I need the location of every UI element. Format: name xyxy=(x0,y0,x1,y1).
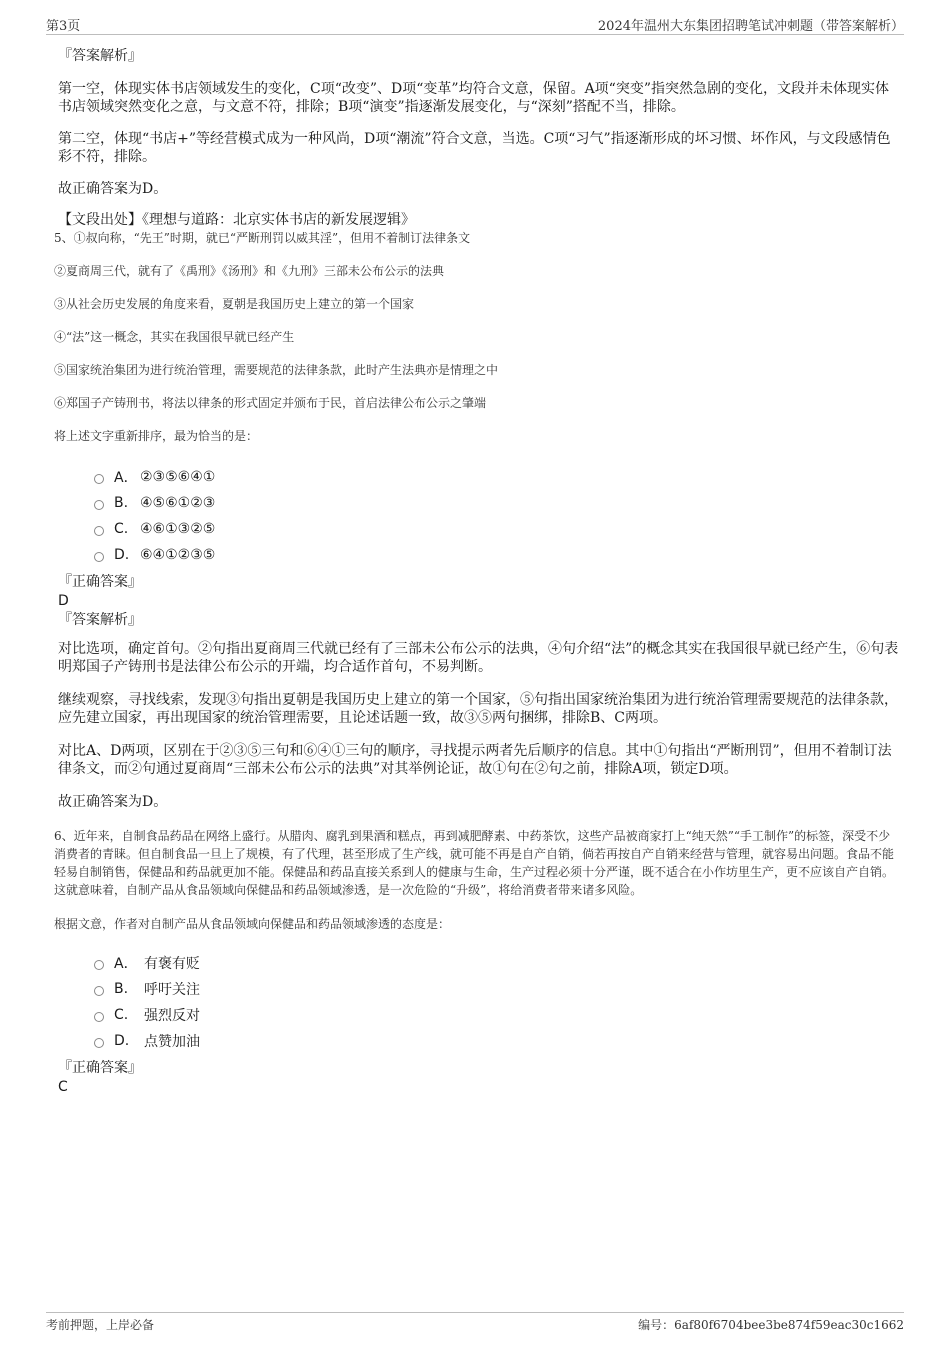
q6-option-d[interactable] xyxy=(94,1028,900,1054)
q4-conclusion: 故正确答案为D。 xyxy=(58,181,168,197)
q5-stem-line: ②夏商周三代，就有了《禹刑》《汤刑》和《九刑》三部未公布公示的法典 xyxy=(54,264,445,278)
q5-stem-line: 5、①叔向称，“先王”时期，就已“严断刑罚以威其淫”，但用不着制订法律条文 xyxy=(54,231,471,245)
q5-options xyxy=(94,464,900,568)
q6-stem: 6、近年来，自制食品药品在网络上盛行。从腊肉、腐乳到果酒和糕点，再到减肥酵素、中药茶饮，这些产品被商家打上“纯天然”“手工制作”的标签，深受不少消费者的青睐。但自制食品一旦上了规模，有了代理，甚至形成了生产线，就可能不再是自产自销，倘若再按自产自销来经营与管理，就容易出问题。食品不能轻易自制销售，保健品和药品就更加不能。保健品和药品直接关系到人的健康与生命，生产过程必须十分严谨，既不适合在小作坊里生产，更不应该自产自销。这就意味着，自制产品从食品领域向保健品和药品领域渗透，是一次危险的“升级”，将给消费者带来诸多风险。 xyxy=(54,829,895,897)
radio-button[interactable] xyxy=(94,986,104,996)
option-letter: D. xyxy=(114,547,130,563)
document-id: 编号：6af80f6704bee3be874f59eac30c1662 xyxy=(638,1318,904,1332)
option-letter: C. xyxy=(114,1007,129,1023)
option-text: ④⑥①③②⑤ xyxy=(140,521,216,537)
q4-explanation-paragraph: 第二空，体现“书店+”等经营模式成为一种风尚，D项“潮流”符合文意，当选。C项“习气”指逐渐形成的坏习惯、坏作风，与文段感情色彩不符，排除。 xyxy=(58,131,891,165)
q6-options xyxy=(94,950,900,1054)
option-text: ④⑤⑥①②③ xyxy=(140,495,216,511)
q4-source: 【文段出处】《理想与道路：北京实体书店的新发展逻辑》 xyxy=(58,212,415,228)
q6-answer: C xyxy=(58,1079,68,1095)
q4-explanation-label: 『答案解析』 xyxy=(58,48,142,64)
q5-option-a[interactable] xyxy=(94,464,900,490)
option-letter: C. xyxy=(114,521,129,537)
document-title: 2024年温州大东集团招聘笔试冲刺题（带答案解析） xyxy=(597,19,904,34)
q6-option-c[interactable] xyxy=(94,1002,900,1028)
q6-option-a[interactable] xyxy=(94,950,900,976)
q4-explanation-paragraph: 第一空，体现实体书店领域发生的变化，C项“改变”、D项“变革”均符合文意，保留。A项“突变”指突然急剧的变化，文段并未体现实体书店领域突然变化之意，与文意不符，排除；B项“演变”指逐渐发展变化，与“深刻”搭配不当，排除。 xyxy=(58,81,889,115)
option-text: ②③⑤⑥④① xyxy=(140,469,216,485)
q5-explanation-paragraph: 对比选项，确定首句。②句指出夏商周三代就已经有了三部未公布公示的法典，④句介绍“法”的概念其实在我国很早就已经产生，⑥句表明郑国子产铸刑书是法律公布公示的开端，均合适作首句，不易判断。 xyxy=(58,641,899,675)
q5-stem-line: ⑥郑国子产铸刑书，将法以律条的形式固定并颁布于民，首启法律公布公示之肇端 xyxy=(54,396,487,410)
q5-stem-line: ④“法”这一概念，其实在我国很早就已经产生 xyxy=(54,330,295,344)
radio-button[interactable] xyxy=(94,960,104,970)
page-content xyxy=(54,46,900,1096)
option-text: 有褒有贬 xyxy=(144,956,200,972)
option-letter: D. xyxy=(114,1033,130,1049)
q5-answer-label: 『正确答案』 xyxy=(58,574,142,590)
option-letter: A． xyxy=(114,470,138,486)
q6-option-b[interactable] xyxy=(94,976,900,1002)
q5-answer: D xyxy=(58,593,69,609)
radio-button[interactable] xyxy=(94,552,104,562)
radio-button[interactable] xyxy=(94,1038,104,1048)
option-letter: A． xyxy=(114,956,138,972)
page-footer xyxy=(46,1312,904,1332)
option-letter: B. xyxy=(114,495,129,511)
q5-option-d[interactable] xyxy=(94,542,900,568)
q5-option-c[interactable] xyxy=(94,516,900,542)
radio-button[interactable] xyxy=(94,500,104,510)
q6-answer-label: 『正确答案』 xyxy=(58,1060,142,1076)
option-text: 呼吁关注 xyxy=(144,982,200,998)
q5-explanation-paragraph: 继续观察，寻找线索，发现③句指出夏朝是我国历史上建立的第一个国家，⑤句指出国家统治集团为进行统治管理需要规范的法律条款，应先建立国家，再出现国家的统治管理需要，且论述话题一致，故③⑤两句捆绑，排除B、C两项。 xyxy=(58,692,898,726)
q6-question: 根据文意，作者对自制产品从食品领域向保健品和药品领域渗透的态度是： xyxy=(54,917,451,931)
option-text: 强烈反对 xyxy=(144,1008,200,1024)
option-text: ⑥④①②③⑤ xyxy=(140,547,216,563)
option-letter: B. xyxy=(114,981,129,997)
radio-button[interactable] xyxy=(94,1012,104,1022)
page-number: 第3页 xyxy=(46,19,81,34)
q5-explanation-paragraph: 对比A、D两项，区别在于②③⑤三句和⑥④①三句的顺序，寻找提示两者先后顺序的信息。其中①句指出“严断刑罚”，但用不着制订法律条文，而②句通过夏商周“三部未公布公示的法典”对其举例论证，故①句在②句之前，排除A项，锁定D项。 xyxy=(58,743,892,777)
option-text: 点赞加油 xyxy=(144,1034,200,1050)
page-header xyxy=(46,12,904,35)
q5-stem-line: ③从社会历史发展的角度来看，夏朝是我国历史上建立的第一个国家 xyxy=(54,297,415,311)
q5-stem-line: ⑤国家统治集团为进行统治管理，需要规范的法律条款，此时产生法典亦是情理之中 xyxy=(54,363,499,377)
radio-button[interactable] xyxy=(94,526,104,536)
q5-conclusion: 故正确答案为D。 xyxy=(58,794,168,810)
q5-question: 将上述文字重新排序，最为恰当的是： xyxy=(54,429,259,443)
q5-explanation-label: 『答案解析』 xyxy=(58,612,142,628)
q5-option-b[interactable] xyxy=(94,490,900,516)
footer-slogan: 考前押题，上岸必备 xyxy=(46,1318,155,1332)
radio-button[interactable] xyxy=(94,474,104,484)
